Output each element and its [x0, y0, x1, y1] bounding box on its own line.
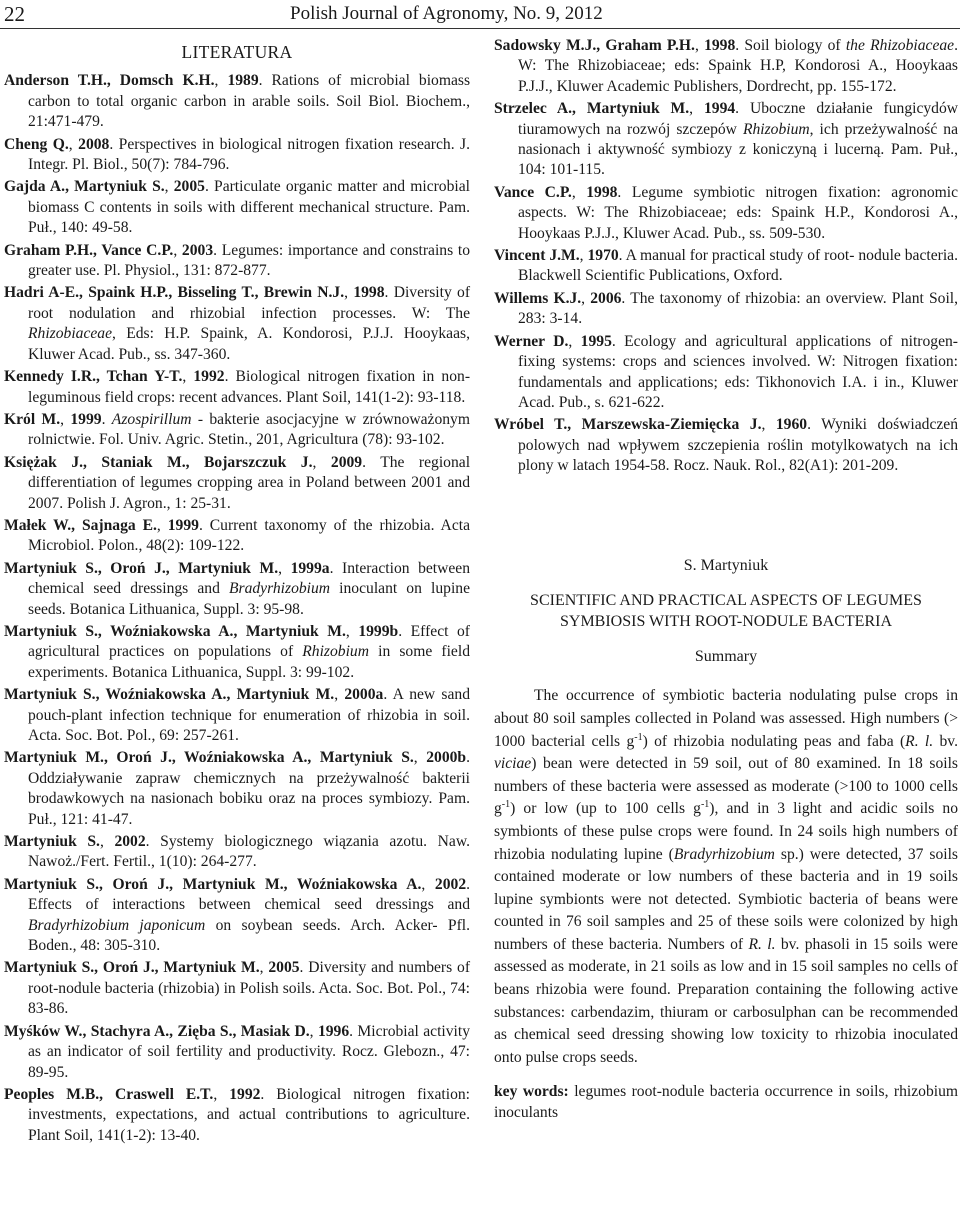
reference-text: , ich przeżywalność na nasionach i aktywność symbiozy z koniczyną i lucerną. Pam. Puł., 104: 101-115.	[518, 120, 958, 179]
reference-year: 1970	[587, 247, 619, 265]
reference-authors: Vance C.P.	[494, 183, 572, 201]
summary-segment: sp.) were detected, 37 soils contained moderate or low numbers of these bacteria and in 19 soils lupine symbionts were not detected. Symbiotic bacteria of beans were counted in 76 soil samples and 25 of these soils were colonized by high numbers of these bacteria. Numbers of	[494, 845, 959, 953]
reference-year: 1995	[580, 332, 612, 350]
reference-text: The taxonomy of rhizobia: an overview. Plant Soil, 283: 3-14.	[518, 289, 959, 328]
reference-text: Particulate organic matter and microbial biomass C contents in soils with different mechanical structure. Pam. Puł., 140: 49-58.	[28, 178, 470, 237]
reference-text: . W: The Rhizobiaceae; eds: Spaink H.P, Kondorosi A., Hooykaas P.J.J., Kluwer Academic Publishers, Dordrecht, pp. 155-172.	[518, 37, 958, 95]
article-title	[494, 590, 958, 632]
reference-text: A new sand pouch-plant infection technique for enumeration of rhizobia in soil. Acta. Soc. Bot. Pol., 69: 257-261.	[28, 686, 470, 744]
reference-italic: Bradyrhizobium	[228, 580, 331, 598]
reference-item: Peoples M.B., Craswell E.T., 1992. Biological nitrogen fixation: investments, expectations, and actual contributions to agriculture. Plant Soil, 141(1-2): 13-40.	[4, 1085, 471, 1144]
reference-authors: Willems K.J.	[494, 289, 582, 307]
keywords-text: legumes root-nodule bacteria occurrence in soils, rhizobium inoculants	[494, 1083, 959, 1122]
journal-title: Polish Journal of Agronomy, No. 9, 2012	[290, 3, 603, 24]
reference-authors: Martyniuk S.	[4, 833, 100, 851]
reference-text: Rations of microbial biomass carbon to total organic carbon in arable soils. Soil Biol. Biochem., 21:471-479.	[28, 72, 471, 131]
reference-item: Martyniuk S., Woźniakowska A., Martyniuk M., 1999b. Effect of agricultural practices on populations of Rhizobium in some field experiments. Botanica Lithuanica, Suppl. 3: 99-102.	[4, 622, 470, 681]
reference-item: Cheng Q., 2008. Perspectives in biological nitrogen fixation research. J. Integr. Pl. Biol., 50(7): 784-796.	[4, 135, 470, 174]
reference-item: Willems K.J., 2006. The taxonomy of rhizobia: an overview. Plant Soil, 283: 3-14.	[494, 289, 959, 328]
reference-authors: Hadri A-E., Spaink H.P., Bisseling T., Brewin N.J.	[4, 284, 345, 302]
reference-item: Vincent J.M., 1970. A manual for practical study of root- nodule bacteria. Blackwell Scientific Publications, Oxford.	[494, 247, 958, 285]
summary-italic: R. l.	[905, 732, 934, 750]
right-column	[494, 36, 958, 1123]
reference-authors: Martyniuk M., Oroń J., Woźniakowska A., Martyniuk S.	[4, 749, 414, 767]
reference-italic: Rhizobium	[742, 120, 810, 138]
reference-year: 2005	[173, 178, 205, 196]
reference-item: Martyniuk M., Oroń J., Woźniakowska A., Martyniuk S., 2000b. Oddziaływanie zapraw chemicznych na przeżywalność bakterii brodawkowych na nasionach bobiku oraz na proces symbiozy. Pam. Puł., 121: 41-47.	[4, 749, 470, 828]
reference-year: 1992	[193, 368, 225, 386]
article-author: S. Martyniuk	[683, 556, 769, 574]
reference-text: on soybean seeds. Arch. Acker- Pfl. Boden., 48: 305-310.	[28, 916, 470, 955]
reference-text: , Eds: H.P. Spaink, A. Kondorosi, P.J.J. Hooykaas, Kluwer Acad. Pub., ss. 347-360.	[28, 325, 470, 363]
summary-italic: R. l.	[748, 935, 776, 953]
summary-text	[494, 685, 958, 1069]
reference-authors: Werner D.	[494, 332, 569, 350]
reference-item: Werner D., 1995. Ecology and agricultural applications of nitrogen-fixing systems: crops and sciences involved. W: Nitrogen fixation: fundamentals and applications; eds: Tikhonovich I.A. i in., Kluwer Acad. Pub., s. 621-622.	[494, 332, 958, 411]
summary-segment: ) bean were detected in 59 soil, out of 80 examined. In 18 soils numbers of these bacteria were assessed as moderate (>100 to 1000 cells g	[494, 755, 958, 818]
article-title-line-2: SYMBIOSIS WITH ROOT-NODULE BACTERIA	[559, 612, 892, 630]
reference-item: Wróbel T., Marszewska-Ziemięcka J., 1960. Wyniki doświadczeń polowych nad wpływem szczepienia roślin motylkowatych na ich plony w latach 1954-58. Rocz. Nauk. Rol., 82(A1): 201-209.	[494, 416, 959, 475]
reference-authors: Anderson T.H., Domsch K.H.	[4, 72, 215, 90]
summary-segment: bv.	[933, 732, 958, 750]
reference-text: inoculant on lupine seeds. Botanica Lithuanica, Suppl. 3: 95-98.	[28, 580, 470, 618]
reference-authors: Księżak J., Staniak M., Bojarszczuk J.	[4, 453, 313, 471]
reference-item: Myśków W., Stachyra A., Zięba S., Masiak D., 1996. Microbial activity as an indicator of soil fertility and productivity. Rocz. Glebozn., 47: 89-95.	[4, 1022, 471, 1081]
page-header	[0, 0, 960, 40]
reference-item: Sadowsky M.J., Graham P.H., 1998. Soil biology of the Rhizobiaceae. W: The Rhizobiaceae; eds: Spaink H.P, Kondorosi A., Hooykaas P.J.J., Kluwer Academic Publishers, Dordrecht, pp. 155-172.	[494, 37, 958, 95]
reference-item: Vance C.P., 1998. Legume symbiotic nitrogen fixation: agronomic aspects. W: The Rhizobiaceae; eds: Spaink H.P., Kondorosi A., Hooykaas P.J.J., Kluwer Acad. Pub., ss. 509-530.	[494, 183, 958, 242]
reference-authors: Martyniuk S., Woźniakowska A., Martyniuk M.	[4, 622, 346, 640]
reference-year: 2003	[181, 241, 214, 259]
reference-text: Oddziaływanie zapraw chemicznych na przeżywalność bakterii brodawkowych na nasionach bobiku oraz na proces symbiozy. Pam. Puł., 121: 41-47.	[28, 769, 470, 828]
reference-year: 2006	[590, 289, 622, 307]
reference-year: 2009	[330, 453, 363, 471]
reference-italic: Rhizobiaceae	[28, 325, 113, 343]
reference-year: 1998	[704, 37, 736, 54]
reference-text: Diversity and numbers of root-nodule bacteria (rhizobia) in Polish soils. Acta. Soc. Bot. Pol., 74: 83-86.	[28, 959, 471, 1018]
reference-item: Król M., 1999. Azospirillum - bakterie asocjacyjne w zrównoważonym rolnictwie. Fol. Univ. Agric. Stetin., 201, Agricultura (78): 93-102.	[4, 410, 470, 449]
summary-segment: ), and in 3 light and acidic soils no symbionts of these pulse crops were found. In 24 soils high numbers of rhizobia nodulating lupine (	[494, 800, 958, 863]
reference-item: Gajda A., Martyniuk S., 2005. Particulate organic matter and microbial biomass C contents in soils with different mechanical structure. Pam. Puł., 140: 49-58.	[4, 178, 470, 237]
reference-item: Kennedy I.R., Tchan Y-T., 1992. Biological nitrogen fixation in non-leguminous field crops: recent advances. Plant Soil, 141(1-2): 93-118.	[4, 368, 471, 406]
reference-italic: Azospirillum	[111, 410, 192, 428]
reference-list-right	[494, 36, 958, 477]
reference-authors: Małek W., Sajnaga E.	[4, 516, 157, 534]
reference-text: Wyniki doświadczeń polowych nad wpływem szczepienia roślin motylkowatych na ich plony w latach 1954-58. Rocz. Nauk. Rol., 82(A1): 201-209.	[518, 416, 959, 475]
reference-item: Martyniuk S., Oroń J., Martyniuk M., 1999a. Interaction between chemical seed dressings and Bradyrhizobium inoculant on lupine seeds. Botanica Lithuanica, Suppl. 3: 95-98.	[4, 559, 471, 618]
reference-list-left	[4, 71, 470, 1146]
summary-heading: Summary	[694, 647, 758, 665]
summary-superscript: -1	[501, 799, 511, 811]
reference-text: Effect of agricultural practices on populations of	[28, 622, 470, 661]
reference-authors: Cheng Q.	[4, 135, 69, 153]
reference-text: Biological nitrogen fixation in non-leguminous field crops: recent advances. Plant Soil, 141(1-2): 93-118.	[28, 368, 471, 406]
reference-year: 1999	[70, 410, 102, 428]
reference-authors: Kennedy I.R., Tchan Y-T.	[4, 368, 183, 386]
literatura-heading: LITERATURA	[181, 42, 293, 62]
reference-text: Ecology and agricultural applications of nitrogen-fixing systems: crops and sciences involved. W: Nitrogen fixation: fundamentals and applications; eds: Tikhonovich I.A. i in., Kluwer Acad. Pub., s. 621-622.	[518, 332, 958, 411]
left-column	[4, 36, 470, 1148]
reference-year: 2008	[78, 135, 110, 153]
reference-item: Martyniuk S., 2002. Systemy biologicznego wiązania azotu. Naw. Nawoż./Fert. Fertil., 1(10): 264-277.	[4, 833, 470, 871]
reference-authors: Vincent J.M.	[494, 247, 580, 265]
summary-segment: The occurrence of symbiotic bacteria nodulating pulse crops in about 80 soil samples collected in Poland was assessed. High numbers (> 1000 bacterial cells g	[494, 687, 958, 750]
reference-year: 2005	[268, 959, 300, 977]
reference-year: 1998	[586, 183, 618, 201]
reference-item: Martyniuk S., Oroń J., Martyniuk M., Woźniakowska A., 2002. Effects of interactions between chemical seed dressings and Bradyrhizobium japonicum on soybean seeds. Arch. Acker- Pfl. Boden., 48: 305-310.	[4, 875, 471, 955]
page-number: 22	[4, 2, 25, 26]
reference-text: Legumes: importance and constrains to greater use. Pl. Physiol., 131: 872-877.	[28, 241, 470, 280]
reference-text: Microbial activity as an indicator of soil fertility and productivity. Rocz. Glebozn., 47: 89-95.	[28, 1022, 471, 1081]
reference-year: 1992	[229, 1085, 261, 1103]
reference-text: Current taxonomy of the rhizobia. Acta Microbiol. Polon., 48(2): 109-122.	[28, 516, 470, 555]
reference-text: Perspectives in biological nitrogen fixation research. J. Integr. Pl. Biol., 50(7): 784-796.	[28, 135, 470, 174]
reference-year: 1996	[317, 1022, 350, 1040]
reference-year: 2000b	[426, 749, 467, 767]
reference-text: Biological nitrogen fixation: investments, expectations, and actual contributions to agriculture. Plant Soil, 141(1-2): 13-40.	[28, 1085, 471, 1144]
reference-year: 1994	[703, 100, 736, 118]
reference-authors: Sadowsky M.J., Graham P.H.	[494, 37, 695, 54]
summary-italic: viciae	[494, 755, 532, 773]
summary-segment: ) of rhizobia nodulating peas and faba (	[642, 732, 906, 750]
reference-text: in some field experiments. Botanica Lithuanica, Suppl. 3: 99-102.	[28, 643, 470, 681]
reference-text: Systemy biologicznego wiązania azotu. Naw. Nawoż./Fert. Fertil., 1(10): 264-277.	[28, 833, 470, 871]
reference-text: Diversity of root nodulation and rhizobial infection processes. W: The	[28, 284, 471, 322]
reference-item: Małek W., Sajnaga E., 1999. Current taxonomy of the rhizobia. Acta Microbiol. Polon., 48(2): 109-122.	[4, 516, 470, 555]
reference-authors: Martyniuk S., Woźniakowska A., Martyniuk M.	[4, 686, 335, 704]
reference-text: Effects of interactions between chemical seed dressings and	[28, 896, 470, 914]
reference-year: 1989	[227, 72, 259, 90]
reference-item: Martyniuk S., Woźniakowska A., Martyniuk M., 2000a. A new sand pouch-plant infection technique for enumeration of rhizobia in soil. Acta. Soc. Bot. Pol., 69: 257-261.	[4, 686, 470, 744]
reference-italic: Bradyrhizobium japonicum	[28, 916, 206, 934]
reference-authors: Martyniuk S., Oroń J., Martyniuk M.	[4, 559, 279, 577]
summary-segment: bv. phasoli in 15 soils were assessed as moderate, in 21 soils as low and in 15 soil samples no cells of beans rhizobia were found. Preparation containing the following active substances: carbendazim, thiuram or carbosulphan can be recommended as chemical seed dressing showing low toxicity to rhizobia inoculated onto pulse crops seeds.	[494, 935, 958, 1066]
reference-authors: Gajda A., Martyniuk S.	[4, 178, 165, 196]
reference-year: 2002	[434, 875, 467, 893]
reference-authors: Strzelec A., Martyniuk M.	[494, 100, 690, 118]
reference-text: Soil biology of	[744, 37, 846, 54]
reference-item: Księżak J., Staniak M., Bojarszczuk J., 2009. The regional differentiation of legumes cropping area in Poland between 2001 and 2007. Polish J. Agron., 1: 25-31.	[4, 453, 471, 512]
reference-item: Hadri A-E., Spaink H.P., Bisseling T., Brewin N.J., 1998. Diversity of root nodulation and rhizobial infection processes. W: The Rhizobiaceae, Eds: H.P. Spaink, A. Kondorosi, P.J.J. Hooykaas, Kluwer Acad. Pub., ss. 347-360.	[4, 284, 471, 363]
reference-text: - bakterie asocjacyjne w zrównoważonym rolnictwie. Fol. Univ. Agric. Stetin., 201, Agricultura (78): 93-102.	[28, 410, 470, 449]
reference-item: Strzelec A., Martyniuk M., 1994. Uboczne działanie fungicydów tiuramowych na rozwój szczepów Rhizobium, ich przeżywalność na nasionach i aktywność symbiozy z koniczyną i lucerną. Pam. Puł., 104: 101-115.	[494, 100, 959, 179]
reference-authors: Graham P.H., Vance C.P.	[4, 241, 174, 259]
reference-authors: Myśków W., Stachyra A., Zięba S., Masiak D.	[4, 1022, 310, 1040]
reference-year: 1999a	[290, 559, 330, 577]
reference-authors: Peoples M.B., Craswell E.T.	[4, 1085, 214, 1103]
reference-text: Interaction between chemical seed dressings and	[28, 559, 471, 598]
summary-segment: ) or low (up to 100 cells g	[510, 800, 701, 818]
summary-superscript: -1	[634, 731, 643, 743]
reference-year: 1999	[167, 516, 199, 534]
reference-year: 1998	[353, 284, 385, 302]
reference-text: Uboczne działanie fungicydów tiuramowych na rozwój szczepów	[518, 100, 959, 138]
reference-italic: the Rhizobiaceae	[845, 37, 955, 54]
reference-text: Legume symbiotic nitrogen fixation: agronomic aspects. W: The Rhizobiaceae; eds: Spaink H.P., Kondorosi A., Hooykaas P.J.J., Kluwer Acad. Pub., ss. 509-530.	[518, 183, 958, 242]
reference-authors: Martyniuk S., Oroń J., Martyniuk M., Woźniakowska A.	[4, 875, 422, 893]
reference-authors: Wróbel T., Marszewska-Ziemięcka J.	[494, 416, 762, 434]
header-rule	[0, 28, 960, 29]
summary-superscript: -1	[700, 799, 710, 811]
reference-authors: Martyniuk S., Oroń J., Martyniuk M.	[4, 959, 260, 977]
article-title-line-1: SCIENTIFIC AND PRACTICAL ASPECTS OF LEGUMES	[530, 591, 922, 609]
reference-item: Martyniuk S., Oroń J., Martyniuk M., 2005. Diversity and numbers of root-nodule bacteria (rhizobia) in Polish soils. Acta. Soc. Bot. Pol., 74: 83-86.	[4, 959, 471, 1018]
reference-item: Anderson T.H., Domsch K.H., 1989. Rations of microbial biomass carbon to total organic carbon in arable soils. Soil Biol. Biochem., 21:471-479.	[4, 72, 471, 131]
reference-text: The regional differentiation of legumes cropping area in Poland between 2001 and 2007. Polish J. Agron., 1: 25-31.	[28, 453, 471, 512]
reference-year: 2000a	[344, 686, 384, 704]
reference-italic: Rhizobium	[302, 643, 369, 661]
reference-year: 1999b	[358, 622, 399, 640]
summary-italic: Bradyrhizobium	[673, 845, 775, 863]
reference-item: Graham P.H., Vance C.P., 2003. Legumes: importance and constrains to greater use. Pl. Physiol., 131: 872-877.	[4, 241, 470, 280]
reference-year: 2002	[114, 833, 146, 851]
keywords	[494, 1081, 958, 1123]
keywords-label: key words:	[494, 1083, 569, 1101]
reference-text: A manual for practical study of root- nodule bacteria. Blackwell Scientific Publications, Oxford.	[518, 247, 958, 285]
reference-authors: Król M.	[4, 410, 61, 428]
reference-year: 1960	[775, 416, 808, 434]
